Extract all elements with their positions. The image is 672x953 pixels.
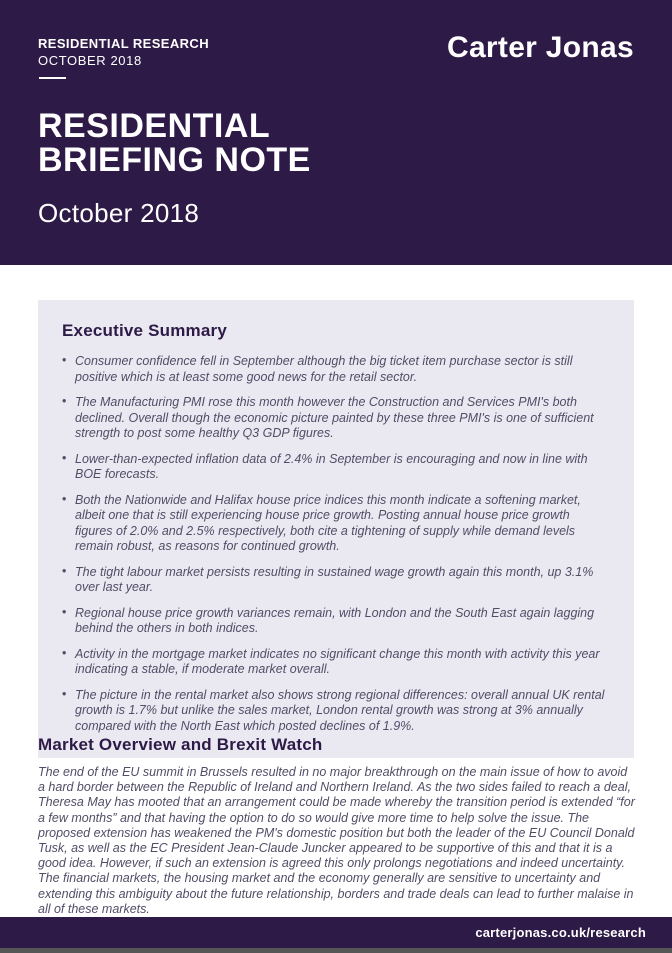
executive-summary-bullet-list <box>62 354 608 734</box>
header-rule <box>39 77 66 79</box>
executive-summary-heading: Executive Summary <box>62 321 227 340</box>
research-series-label: RESIDENTIAL RESEARCH <box>38 36 210 51</box>
document-title-line2: BRIEFING NOTE <box>38 141 311 179</box>
summary-bullet: • Activity in the mortgage market indicates no significant change this month with activity this year indicating a stable, if moderate market overall. <box>62 647 608 678</box>
issue-date-label: OCTOBER 2018 <box>38 53 142 68</box>
market-overview-paragraph: The end of the EU summit in Brussels resulted in no major breakthrough on the main issue of how to avoid a hard border between the Republic of Ireland and Northern Ireland. As the two sides failed to reach a deal, Theresa May has mooted that an arrangement could be made whereby the transition period is extended “for a few months” and that having the option to do so would give more time to help solve the issue. The proposed extension has weakened the PM's domestic position but both the leader of the EU Council Donald Tusk, as well as the EC President Jean-Claude Juncker appeared to be supportive of this and that it is a good idea. However, if such an extension is agreed this only prolongs negotiations and indeed uncertainty. The financial markets, the housing market and the economy generally are sensitive to uncertainty and extending this ambiguity about the future relationship, borders and trade deals can lead to further malaise in all of these markets. <box>38 765 635 916</box>
executive-summary-section <box>38 300 634 758</box>
page-bottom-edge <box>0 948 672 953</box>
header-band <box>0 0 672 265</box>
footer-band <box>0 917 672 948</box>
carter-jonas-logo: Carter Jonas <box>446 31 634 64</box>
summary-bullet: • Consumer confidence fell in September although the big ticket item purchase sector is still positive which is at least some good news for the retail sector. <box>62 354 608 385</box>
summary-bullet: • The tight labour market persists resulting in sustained wage growth again this month, up 3.1% over last year. <box>62 565 608 596</box>
summary-bullet: • The picture in the rental market also shows strong regional differences: overall annual UK rental growth is 1.7% but unlike the sales market, London rental growth was strong at 3% annually compared with the North East which posted declines of 1.9%. <box>62 688 608 735</box>
summary-bullet: • The Manufacturing PMI rose this month however the Construction and Services PMI's both declined. Overall though the economic picture painted by these three PMI's is one of sufficient strength to post some healthy Q3 GDP figures. <box>62 395 608 442</box>
research-url-link[interactable]: carterjonas.co.uk/research <box>475 925 646 940</box>
market-overview-section <box>38 735 636 917</box>
document-title <box>38 109 311 177</box>
market-overview-heading: Market Overview and Brexit Watch <box>38 735 323 754</box>
document-title-line1: RESIDENTIAL <box>38 107 271 145</box>
summary-bullet: • Lower-than-expected inflation data of 2.4% in September is encouraging and now in line with BOE forecasts. <box>62 452 608 483</box>
document-subtitle: October 2018 <box>38 198 200 228</box>
summary-bullet: • Both the Nationwide and Halifax house price indices this month indicate a softening market, albeit one that is still experiencing house price growth. Posting annual house price growth figures of 2.0% and 2.5% respectively, both cite a tightening of supply while demand levels remain robust, as reasons for continued growth. <box>62 493 608 555</box>
summary-bullet: • Regional house price growth variances remain, with London and the South East again lagging behind the others in both indices. <box>62 606 608 637</box>
